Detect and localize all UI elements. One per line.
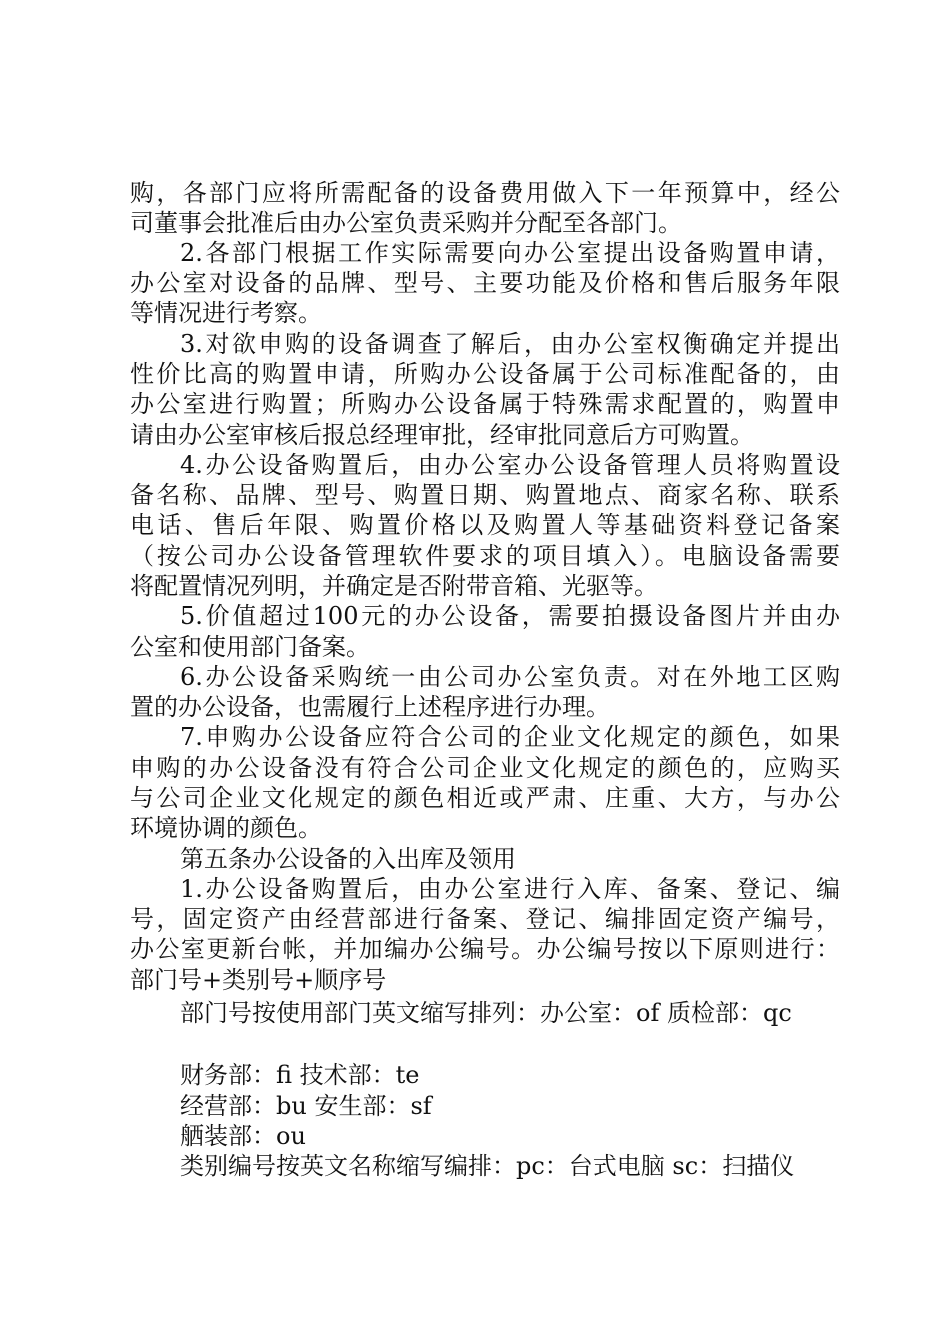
paragraph-line: 办公室更新台帐，并加编办公编号。办公编号按以下原则进行： <box>130 935 840 963</box>
paragraph-line: （按公司办公设备管理软件要求的项目填入）。电脑设备需要 <box>130 542 840 570</box>
paragraph-line: 将配置情况列明，并确定是否附带音箱、光驱等。 <box>130 572 658 600</box>
paragraph-line: 1.办公设备购置后，由办公室进行入库、备案、登记、编 <box>180 875 840 903</box>
paragraph-line: 备名称、品牌、型号、购置日期、购置地点、商家名称、联系 <box>130 481 840 509</box>
paragraph-line: 舾装部：ou <box>180 1122 306 1150</box>
paragraph-line: 2.各部门根据工作实际需要向办公室提出设备购置申请， <box>180 239 840 267</box>
paragraph-line: 请由办公室审核后报总经理审批，经审批同意后方可购置。 <box>130 421 754 449</box>
paragraph-line: 5.价值超过100元的办公设备，需要拍摄设备图片并由办 <box>180 602 840 630</box>
paragraph-line: 电话、售后年限、购置价格以及购置人等基础资料登记备案 <box>130 511 840 539</box>
paragraph-line: 环境协调的颜色。 <box>130 814 322 842</box>
section-heading: 第五条办公设备的入出库及领用 <box>180 845 516 873</box>
paragraph-line: 性价比高的购置申请，所购办公设备属于公司标准配备的，由 <box>130 360 840 388</box>
paragraph-line: 部门号按使用部门英文缩写排列：办公室：of 质检部：qc <box>180 999 792 1027</box>
paragraph-line: 办公室对设备的品牌、型号、主要功能及价格和售后服务年限 <box>130 269 840 297</box>
paragraph-line: 财务部：fi 技术部：te <box>180 1061 420 1089</box>
paragraph-line: 置的办公设备，也需履行上述程序进行办理。 <box>130 693 610 721</box>
paragraph-line: 号，固定资产由经营部进行备案、登记、编排固定资产编号， <box>130 905 840 933</box>
paragraph-line: 购，各部门应将所需配备的设备费用做入下一年预算中，经公 <box>130 179 840 207</box>
paragraph-line: 6.办公设备采购统一由公司办公室负责。对在外地工区购 <box>180 663 840 691</box>
paragraph-line: 办公室进行购置；所购办公设备属于特殊需求配置的，购置申 <box>130 390 840 418</box>
paragraph-line: 等情况进行考察。 <box>130 299 322 327</box>
paragraph-line: 4.办公设备购置后，由办公室办公设备管理人员将购置设 <box>180 451 840 479</box>
paragraph-line: 公室和使用部门备案。 <box>130 633 370 661</box>
paragraph-line: 部门号+类别号+顺序号 <box>130 966 387 994</box>
paragraph-line: 司董事会批准后由办公室负责采购并分配至各部门。 <box>130 209 682 237</box>
paragraph-line: 与公司企业文化规定的颜色相近或严肃、庄重、大方，与办公 <box>130 784 840 812</box>
paragraph-line: 3.对欲申购的设备调查了解后，由办公室权衡确定并提出 <box>180 330 840 358</box>
paragraph-line: 7.申购办公设备应符合公司的企业文化规定的颜色，如果 <box>180 723 840 751</box>
paragraph-line: 申购的办公设备没有符合公司企业文化规定的颜色的，应购买 <box>130 754 840 782</box>
paragraph-line: 类别编号按英文名称缩写编排：pc：台式电脑 sc：扫描仪 <box>180 1152 795 1180</box>
paragraph-line: 经营部：bu 安生部：sf <box>180 1092 432 1120</box>
